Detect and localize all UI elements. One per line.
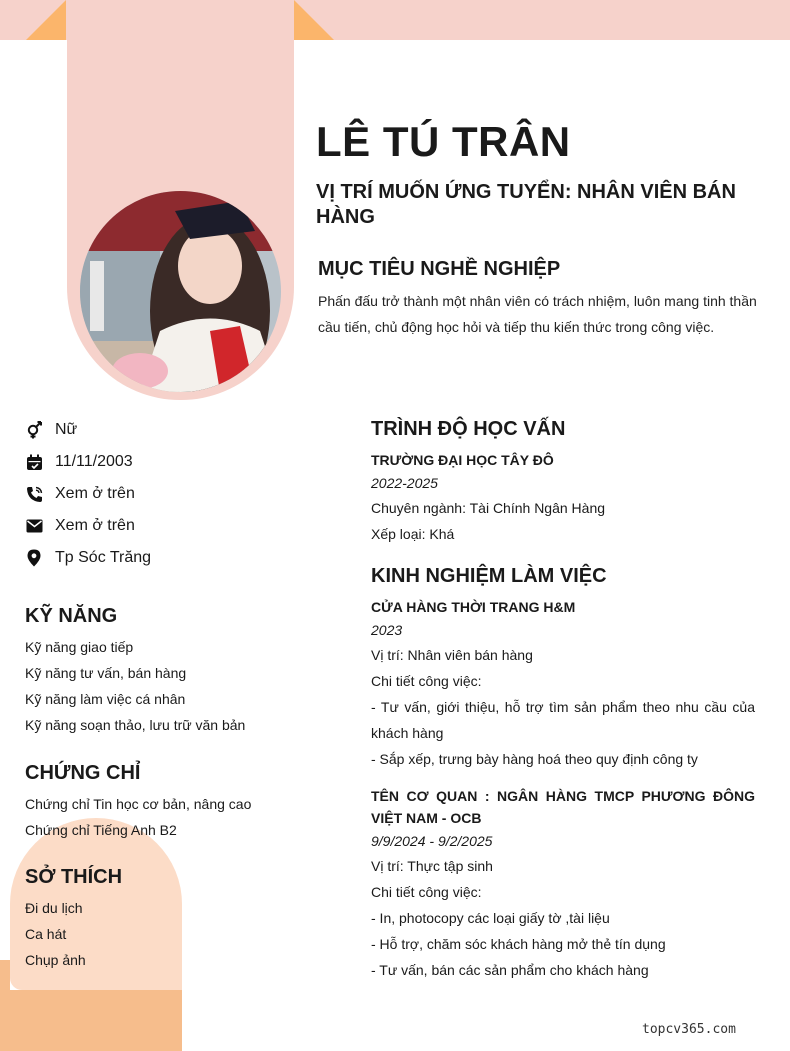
objective-text: Phấn đấu trở thành một nhân viên có trách nhiệm, luôn mang tinh thần cầu tiến, chủ động học hỏi và tiếp thu kiến thức trong công việc. [318, 293, 757, 335]
profile-photo [80, 191, 281, 392]
location-pin-icon [24, 548, 44, 568]
skills-section [25, 605, 245, 738]
job-period: 9/9/2024 - 9/2/2025 [371, 833, 493, 849]
phone-icon [24, 484, 44, 504]
job-organization: CỬA HÀNG THỜI TRANG H&M [371, 599, 576, 615]
watermark: topcv365.com [642, 1022, 736, 1037]
job-organization: TÊN CƠ QUAN : NGÂN HÀNG TMCP PHƯƠNG ĐÔNG VIỆT NAM - OCB [371, 788, 755, 826]
job-detail-item: - Tư vấn, giới thiệu, hỗ trợ tìm sản phẩm theo nhu cầu của khách hàng [371, 699, 755, 741]
calendar-icon [24, 452, 44, 472]
education-major: Chuyên ngành: Tài Chính Ngân Hàng [371, 500, 606, 516]
skill-item: Kỹ năng làm việc cá nhân [25, 691, 186, 707]
job-entry [371, 785, 755, 983]
education-section [371, 418, 755, 547]
hobbies-section [25, 866, 122, 973]
birthday-value: 11/11/2003 [55, 453, 133, 470]
job-detail-item: - In, photocopy các loại giấy tờ ,tài liệu [371, 910, 610, 926]
gender-value: Nữ [55, 421, 78, 438]
contact-birthday-row [24, 446, 151, 478]
left-triangle-decoration [26, 0, 66, 40]
address-value: Tp Sóc Trăng [55, 549, 152, 566]
skill-item: Kỹ năng giao tiếp [25, 639, 134, 655]
gender-icon [24, 420, 44, 440]
job-period: 2023 [371, 622, 403, 638]
job-detail-item: - Hỗ trợ, chăm sóc khách hàng mở thẻ tín dụng [371, 936, 666, 952]
candidate-name: LÊ TÚ TRÂN [316, 118, 571, 165]
contact-info [24, 414, 151, 574]
objective-heading: MỤC TIÊU NGHỀ NGHIỆP [318, 258, 561, 280]
email-icon [24, 516, 44, 536]
education-period: 2022-2025 [371, 475, 438, 491]
certificates-heading: CHỨNG CHỈ [25, 762, 141, 784]
bottom-blob-decoration [0, 990, 182, 1051]
bottom-blob-edge-decoration [0, 960, 10, 990]
experience-section [371, 565, 755, 983]
job-entry [371, 596, 755, 772]
job-details-label: Chi tiết công việc: [371, 673, 482, 689]
school-name: TRƯỜNG ĐẠI HỌC TÂY ĐÔ [371, 452, 554, 468]
email-value: Xem ở trên [55, 517, 135, 534]
skill-item: Kỹ năng tư vấn, bán hàng [25, 665, 187, 681]
job-detail-item: - Tư vấn, bán các sản phẩm cho khách hàng [371, 962, 649, 978]
hobbies-heading: SỞ THÍCH [25, 866, 123, 888]
job-detail-item: - Sắp xếp, trưng bày hàng hoá theo quy định công ty [371, 751, 698, 767]
education-grade: Xếp loại: Khá [371, 526, 455, 542]
job-details-label: Chi tiết công việc: [371, 884, 482, 900]
job-role: Vị trí: Nhân viên bán hàng [371, 647, 533, 663]
certificate-item: Chứng chỉ Tiếng Anh B2 [25, 822, 177, 838]
hobby-item: Chụp ảnh [25, 952, 86, 968]
contact-email-row [24, 510, 151, 542]
contact-gender-row [24, 414, 151, 446]
hobby-item: Đi du lịch [25, 900, 83, 916]
desired-position: VỊ TRÍ MUỐN ỨNG TUYỂN: NHÂN VIÊN BÁN HÀNG [316, 181, 736, 228]
certificates-section [25, 762, 251, 843]
contact-phone-row [24, 478, 151, 510]
skill-item: Kỹ năng soạn thảo, lưu trữ văn bản [25, 717, 246, 733]
phone-value: Xem ở trên [55, 485, 135, 502]
certificate-item: Chứng chỉ Tin học cơ bản, nâng cao [25, 796, 252, 812]
job-role: Vị trí: Thực tập sinh [371, 858, 493, 874]
education-heading: TRÌNH ĐỘ HỌC VẤN [371, 418, 566, 440]
hobby-item: Ca hát [25, 926, 67, 942]
contact-address-row [24, 542, 151, 574]
skills-heading: KỸ NĂNG [25, 605, 118, 627]
right-triangle-decoration [294, 0, 334, 40]
experience-heading: KINH NGHIỆM LÀM VIỆC [371, 565, 607, 587]
